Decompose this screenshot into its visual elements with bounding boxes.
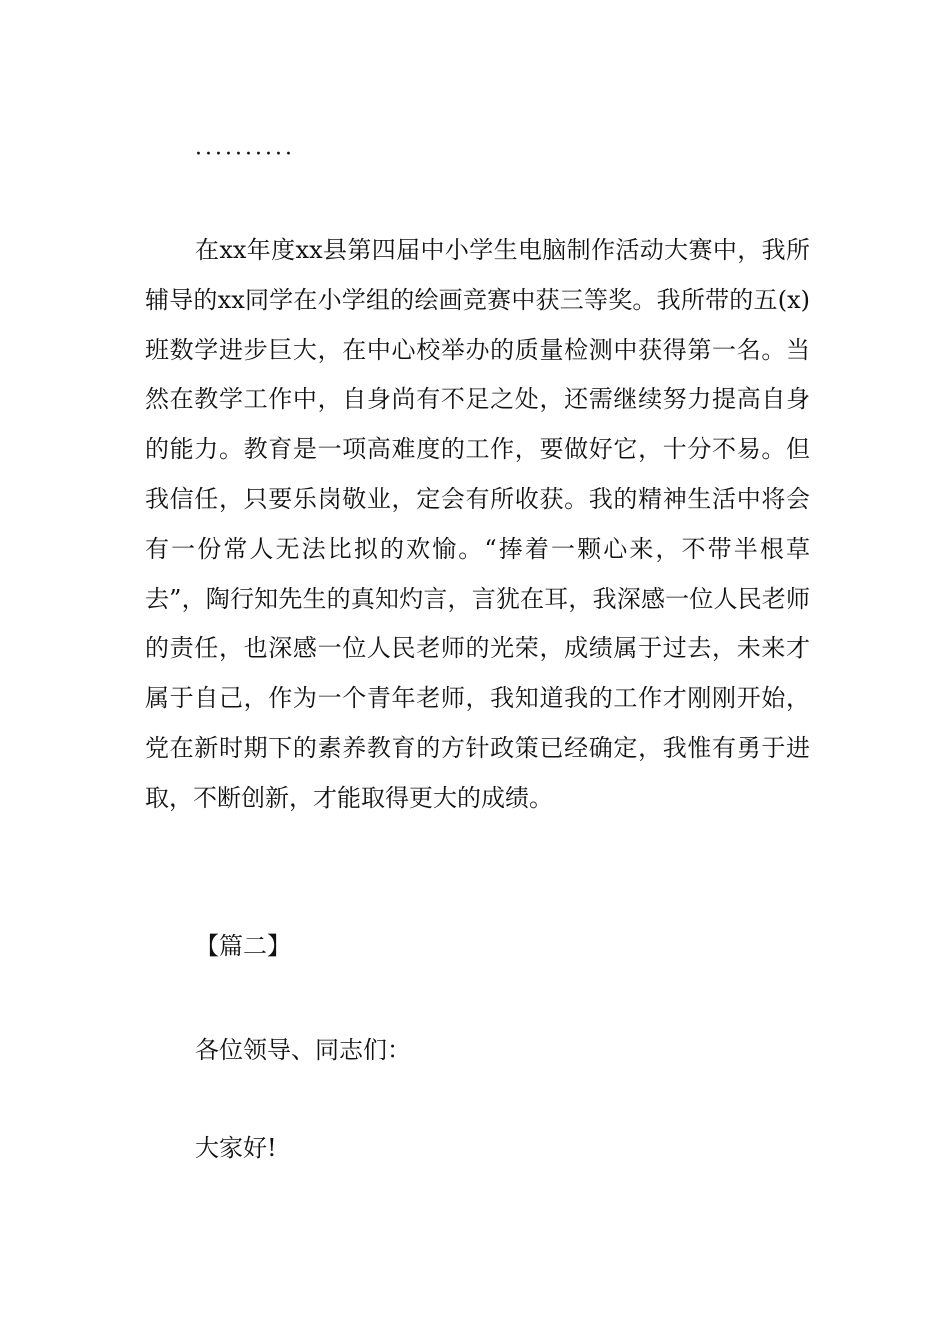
salutation-line: 各位领导、同志们：	[195, 1036, 411, 1064]
body-paragraph: 在xx年度xx县第四届中小学生电脑制作活动大赛中，我所辅导的xx同学在小学组的绘画竞赛中获三等奖。我所带的五(x)班数学进步巨大，在中心校举办的质量检测中获得第一名。当然在教学工作中，自身尚有不足之处，还需继续努力提高自身的能力。教育是一项高难度的工作，要做好它，十分不易。但我信任，只要乐岗敬业，定会有所收获。我的精神生活中将会有一份常人无法比拟的欢愉。“捧着一颗心来，不带半根草去”，陶行知先生的真知灼言，言犹在耳，我深感一位人民老师的责任，也深感一位人民老师的光荣，成绩属于过去，未来才属于自己，作为一个青年老师，我知道我的工作才刚刚开始，党在新时期下的素养教育的方针政策已经确定，我惟有勇于进取，不断创新，才能取得更大的成绩。	[145, 236, 810, 812]
section-heading: 【篇二】	[195, 932, 291, 960]
ellipsis-marker: ··········	[195, 142, 295, 167]
greeting-line: 大家好!	[195, 1134, 277, 1162]
